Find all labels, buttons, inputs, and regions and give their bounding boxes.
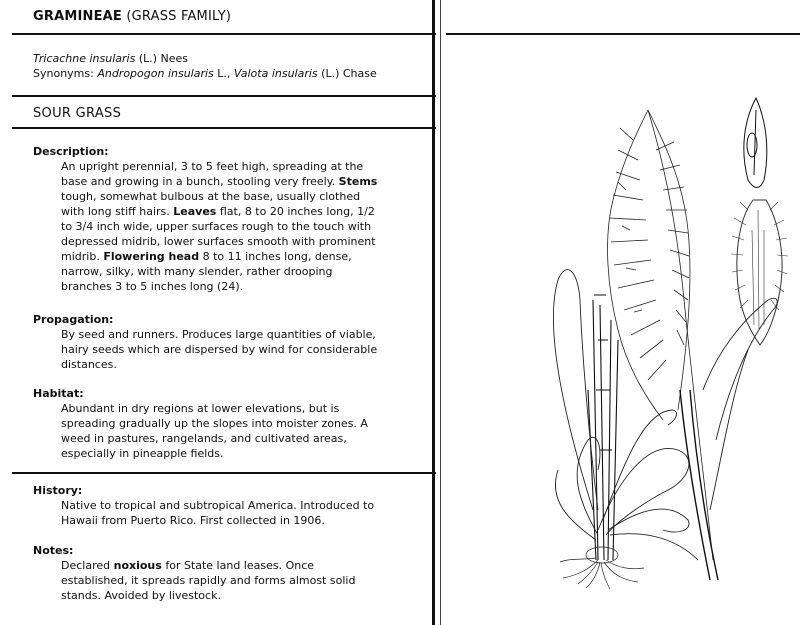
species-name: Tricachne insularis — [33, 52, 136, 65]
description-text: An upright perennial, 3 to 5 feet high, spreading at the base and growing in a bunch, stooling very freely. Stems tough, somewhat bulbous at the base, usually clothed with long stiff hairs. Leaves flat, 8 to 20 inches long, 1/2 to 3/4 inch wide, upper surfaces rough to the touch with depressed midrib, lower surfaces smooth with prominent midrib. Flowering head 8 to 11 inches long, dense, narrow, silky, with many slender, rather drooping branches 3 to 5 inches long (24). — [61, 160, 378, 293]
synonym-1: Andropogon insularis — [97, 67, 214, 80]
propagation-section — [33, 312, 381, 372]
basal-stems — [588, 295, 618, 560]
family-common: (GRASS FAMILY) — [126, 9, 232, 24]
habitat-section — [33, 386, 381, 461]
synonyms-line — [33, 66, 377, 81]
divider-mid — [12, 95, 436, 97]
sour-grass-illustration — [448, 90, 798, 590]
hairy-spikelet-detail — [731, 200, 788, 345]
synonym-1-authority: L., — [217, 67, 231, 80]
spikelet-detail — [744, 98, 767, 188]
history-section — [33, 483, 381, 528]
history-text: Native to tropical and subtropical America. Introduced to Hawaii from Puerto Rico. First collected in 1906. — [61, 499, 375, 527]
notes-text: Declared noxious for State land leases. Once established, it spreads rapidly and forms almost solid stands. Avoided by livestock. — [61, 559, 356, 602]
species-line — [33, 51, 377, 66]
roots — [560, 547, 644, 589]
family-title — [33, 9, 231, 24]
family-name: GRAMINEAE — [33, 9, 123, 24]
divider-top — [12, 33, 436, 35]
book-gutter — [432, 0, 435, 625]
description-heading: Description: — [33, 145, 109, 158]
synonym-2: Valota insularis — [233, 67, 318, 80]
species-authority: (L.) Nees — [138, 52, 189, 65]
common-name: SOUR GRASS — [33, 106, 122, 121]
notes-heading: Notes: — [33, 544, 74, 557]
flowering-plume — [608, 110, 713, 560]
main-stem — [680, 390, 718, 580]
synonym-2-authority: (L.) Chase — [321, 67, 377, 80]
divider-lower — [12, 472, 436, 474]
habitat-heading: Habitat: — [33, 387, 84, 400]
right-divider-top — [446, 33, 800, 35]
right-page — [440, 0, 800, 625]
divider-common — [12, 127, 436, 129]
propagation-heading: Propagation: — [33, 313, 114, 326]
propagation-text: By seed and runners. Produces large quantities of viable, hairy seeds which are dispersed by wind for considerable distances. — [61, 328, 378, 371]
synonyms-label: Synonyms: — [33, 67, 94, 80]
history-heading: History: — [33, 484, 83, 497]
scientific-names — [33, 51, 377, 81]
habitat-text: Abundant in dry regions at lower elevations, but is spreading gradually up the slopes into moister zones. A weed in pastures, rangelands, and cultivated areas, especially in pineapple fields. — [61, 402, 368, 460]
description-section — [33, 144, 381, 294]
notes-section — [33, 543, 381, 603]
